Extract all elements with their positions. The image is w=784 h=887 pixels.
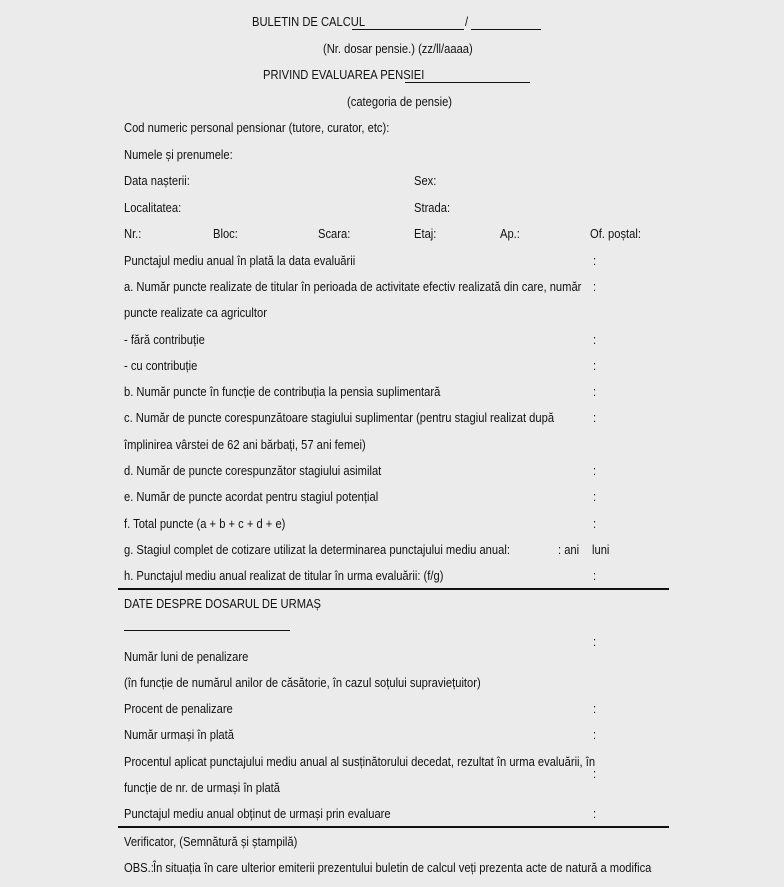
colon: : (593, 463, 597, 478)
item-h: h. Punctajul mediu anual realizat de titular în urma evaluării: (f/g) (124, 568, 444, 583)
procent-aplicat-line1: Procentul aplicat punctajului mediu anual al susținătorului decedat, rezultat în urma evaluării, în (124, 754, 596, 769)
section-divider (118, 826, 669, 828)
pm-urmasi-label: Punctajul mediu anual obținut de urmași prin evaluare (124, 806, 391, 821)
colon: : (593, 253, 597, 268)
item-a-line1: a. Număr puncte realizate de titular în perioada de activitate efectiv realizată din care, număr (124, 279, 582, 294)
nume-label: Numele și prenumele: (124, 147, 233, 162)
item-c-line2: împlinirea vârstei de 62 ani bărbați, 57 ani femei) (124, 437, 366, 452)
procent-aplicat-line2: funcție de nr. de urmași în plată (124, 780, 280, 795)
colon: : (593, 634, 597, 649)
g-luni-label: luni (592, 542, 610, 557)
obs-text: În situația în care ulterior emiterii prezentului buletin de calcul veți prezenta acte de natură a modifica (153, 860, 652, 875)
urmas-heading: DATE DESPRE DOSARUL DE URMAȘ (124, 596, 321, 611)
procent-penalizare-label: Procent de penalizare (124, 701, 233, 716)
doc-title: BULETIN DE CALCUL (252, 14, 366, 29)
data-nasterii-label: Data nașterii: (124, 173, 190, 188)
etaj-label: Etaj: (414, 226, 437, 241)
item-b: b. Număr puncte în funcție de contribuția la pensia suplimentară (124, 384, 441, 399)
colon: : (593, 410, 597, 425)
colon: : (593, 358, 597, 373)
item-e: e. Număr de puncte acordat pentru stagiul potențial (124, 489, 379, 504)
localitatea-label: Localitatea: (124, 200, 182, 215)
colon: : (593, 516, 597, 531)
nr-label: Nr.: (124, 226, 142, 241)
item-d: d. Număr de puncte corespunzător stagiului asimilat (124, 463, 382, 478)
fara-contributie-label: - fără contribuție (124, 332, 205, 347)
colon: : (593, 279, 597, 294)
section-divider (118, 588, 669, 590)
bloc-label: Bloc: (213, 226, 238, 241)
colon: : (593, 806, 597, 821)
colon: : (593, 766, 597, 781)
ap-label: Ap.: (500, 226, 520, 241)
title-separator: / (465, 14, 469, 29)
privind-title: PRIVIND EVALUAREA PENSIEI (263, 67, 425, 82)
obs-label: OBS.: (124, 860, 154, 875)
title-subcaption: (Nr. dosar pensie.) (zz/ll/aaaa) (323, 41, 473, 56)
luni-penalizare-note: (în funcție de numărul anilor de căsătorie, în cazul soțului supraviețuitor) (124, 675, 481, 690)
nr-urmasi-label: Număr urmași în plată (124, 727, 234, 742)
dosar-number-line (352, 29, 464, 30)
luni-penalizare-label: Număr luni de penalizare (124, 649, 249, 664)
verificator-label: Verificator, (Semnătură și ștampilă) (124, 834, 298, 849)
colon: : (593, 332, 597, 347)
item-f: f. Total puncte (a + b + c + d + e) (124, 516, 286, 531)
colon: : (593, 568, 597, 583)
pm-data-label: Punctajul mediu anual în plată la data evaluării (124, 253, 356, 268)
scara-label: Scara: (318, 226, 351, 241)
colon: : (593, 384, 597, 399)
cu-contributie-label: - cu contribuție (124, 358, 198, 373)
categorie-line (405, 82, 530, 83)
colon: : (593, 701, 597, 716)
of-postal-label: Of. poștal: (590, 226, 641, 241)
g-ani-label: : ani (558, 542, 580, 557)
item-a-line2: puncte realizate ca agricultor (124, 305, 267, 320)
strada-label: Strada: (414, 200, 451, 215)
colon: : (593, 727, 597, 742)
privind-subcaption: (categoria de pensie) (347, 94, 453, 109)
colon: : (593, 489, 597, 504)
item-c-line1: c. Număr de puncte corespunzătoare stagiului suplimentar (pentru stagiul realizat după (124, 410, 555, 425)
date-line (471, 29, 541, 30)
sex-label: Sex: (414, 173, 437, 188)
item-g: g. Stagiul complet de cotizare utilizat la determinarea punctajului mediu anual: (124, 542, 510, 557)
cnp-label: Cod numeric personal pensionar (tutore, curator, etc): (124, 120, 390, 135)
urmas-blank-line (124, 630, 290, 631)
